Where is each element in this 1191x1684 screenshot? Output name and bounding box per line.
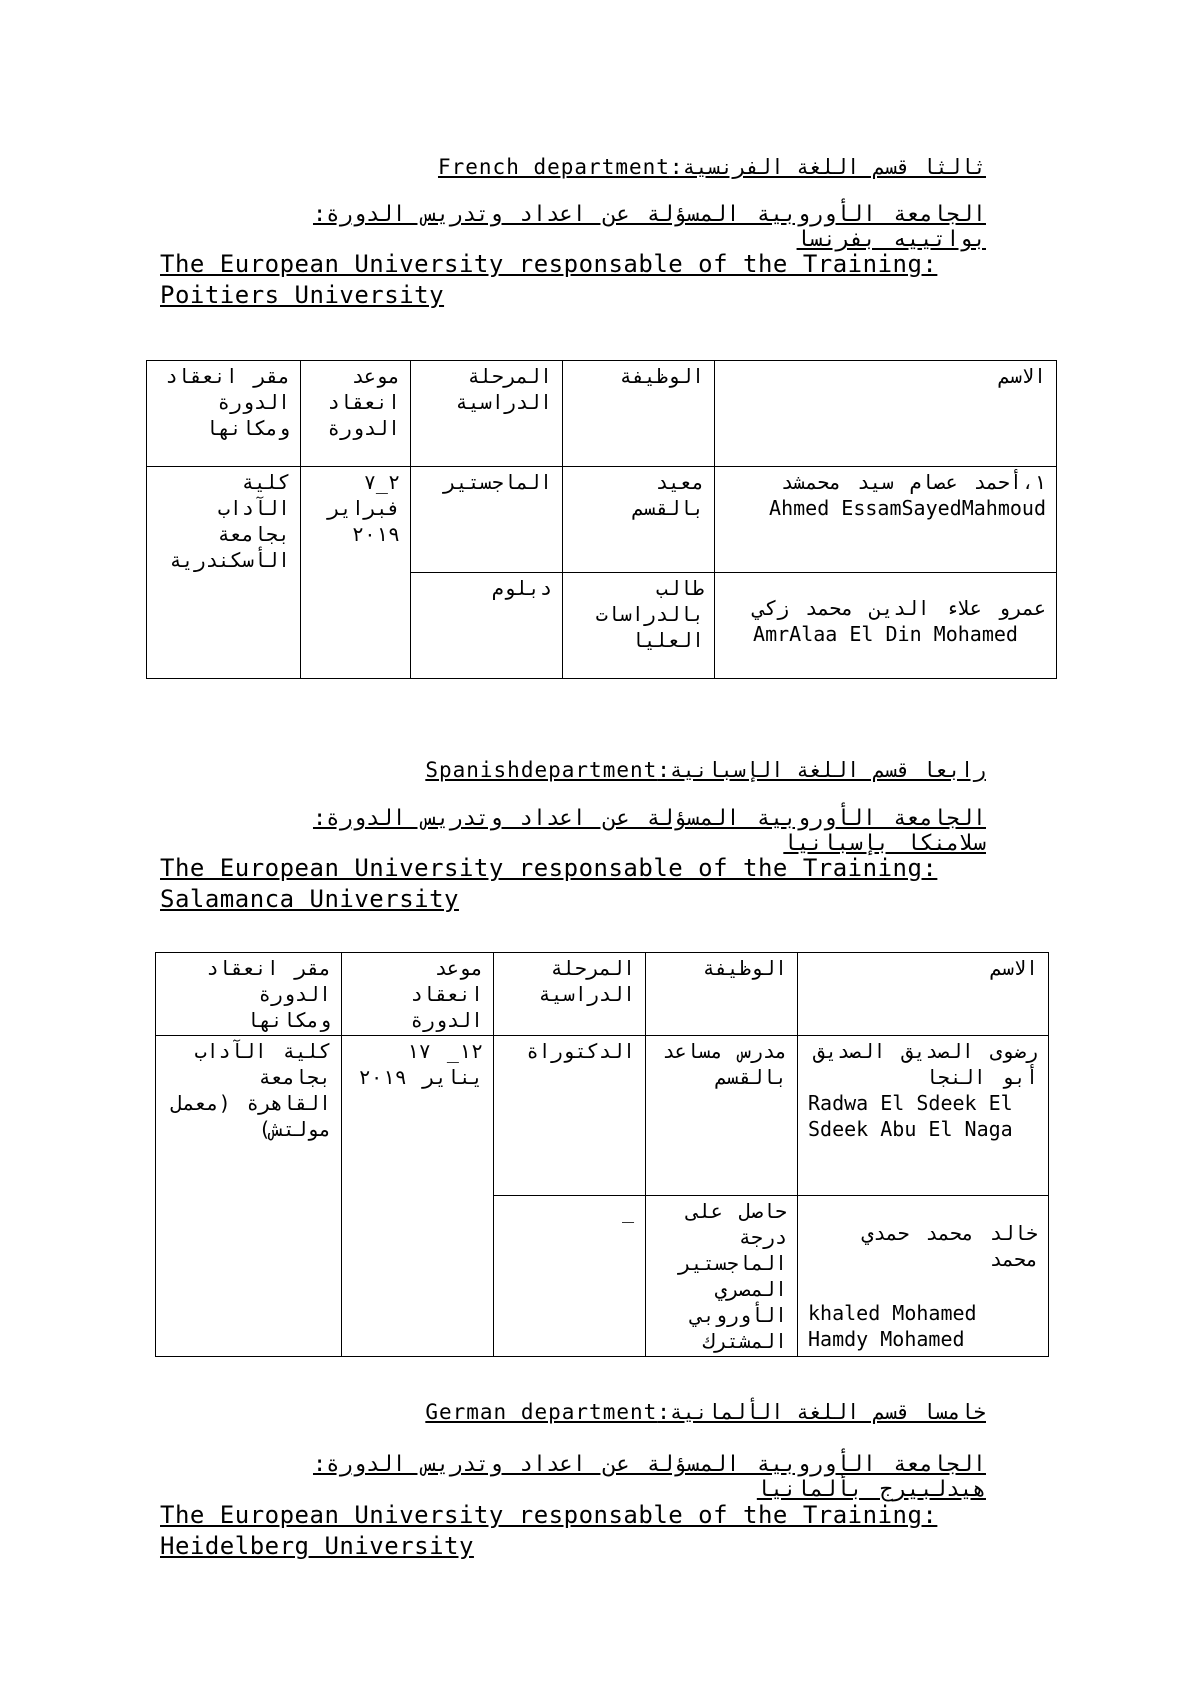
name-cell — [715, 573, 1057, 679]
french-university-en: The European University responsable of the Training: Poitiers University — [160, 250, 938, 309]
table-row — [156, 1036, 1049, 1196]
name-cell — [798, 1196, 1049, 1357]
name-ar: عمرو علاء الدين محمد زكي — [753, 596, 1046, 620]
name-en: khaled Mohamed Hamdy Mohamed — [808, 1301, 977, 1351]
german-university-ar: الجامعة الأوروبية المسؤلة عن اعداد وتدريس الدورة: هيدلبيرج بألمانيا — [312, 1452, 986, 1502]
name-ar: خالد محمد حمدي محمد — [861, 1221, 1038, 1271]
header-stage: المرحلة الدراسية — [494, 953, 646, 1036]
venue-cell: كلية الآداب بجامعة الأسكندرية — [147, 467, 301, 679]
job-cell: طالب بالدراسات العليا — [563, 573, 715, 679]
header-job: الوظيفة — [646, 953, 798, 1036]
spanish-heading-ar: رابعا قسم اللغة الإسبانية: — [657, 758, 986, 782]
header-job: الوظيفة — [563, 361, 715, 467]
name-en: Radwa El Sdeek El Sdeek Abu El Naga — [808, 1091, 1013, 1141]
header-name: الاسم — [798, 953, 1049, 1036]
stage-cell: دبلوم — [411, 573, 563, 679]
header-venue: مقر انعقاد الدورة ومكانها — [147, 361, 301, 467]
header-date: موعد انعقاد الدورة — [301, 361, 411, 467]
table-row — [147, 467, 1057, 573]
date-cell: ٢_٧ فبراير ٢٠١٩ — [301, 467, 411, 679]
french-university-ar: الجامعة الأوروبية المسؤلة عن اعداد وتدريس الدورة: بواتييه بفرنسا — [312, 202, 986, 252]
french-heading-ar: ثالثا قسم اللغة الفرنسية: — [669, 155, 986, 179]
spanish-university-en: The European University responsable of the Training: Salamanca University — [160, 854, 938, 913]
stage-cell: الدكتوراة — [494, 1036, 646, 1196]
spanish-course-table — [155, 952, 1049, 1357]
german-heading-en: German department — [425, 1400, 658, 1424]
french-heading-en: French department — [437, 155, 670, 179]
spanish-university-ar: الجامعة الأوروبية المسؤلة عن اعداد وتدريس الدورة: سلامنكا بإسبانيا — [312, 806, 986, 856]
german-section-heading — [425, 1400, 986, 1424]
stage-cell: _ — [494, 1196, 646, 1357]
job-cell: معيد بالقسم — [563, 467, 715, 573]
job-cell: حاصل على درجة الماجستير المصري الأوروبي المشترك — [646, 1196, 798, 1357]
name-en: Ahmed EssamSayedMahmoud — [769, 496, 1046, 520]
stage-cell: الماجستير — [411, 467, 563, 573]
table-header-row — [156, 953, 1049, 1036]
venue-cell: كلية الآداب بجامعة القاهرة (معمل مولتش) — [156, 1036, 342, 1357]
german-university-en: The European University responsable of the Training: Heidelberg University — [160, 1501, 938, 1560]
name-ar: رضوى الصديق الصديق أبو النجا — [813, 1039, 1038, 1089]
header-name: الاسم — [715, 361, 1057, 467]
german-heading-ar: خامسا قسم اللغة الألمانية: — [657, 1400, 986, 1424]
table-header-row — [147, 361, 1057, 467]
name-cell — [798, 1036, 1049, 1196]
french-course-table — [146, 360, 1057, 679]
french-section-heading — [438, 155, 986, 179]
header-venue: مقر انعقاد الدورة ومكانها — [156, 953, 342, 1036]
spanish-section-heading — [425, 758, 986, 782]
job-cell: مدرس مساعد بالقسم — [646, 1036, 798, 1196]
name-ar: ١،أحمد عصام سيد محمشد — [781, 470, 1046, 494]
spanish-heading-en: Spanishdepartment — [425, 758, 658, 782]
name-cell — [715, 467, 1057, 573]
header-stage: المرحلة الدراسية — [411, 361, 563, 467]
header-date: موعد انعقاد الدورة — [342, 953, 494, 1036]
name-en: AmrAlaa El Din Mohamed — [753, 622, 1018, 646]
date-cell: ١٢_ ١٧ يناير ٢٠١٩ — [342, 1036, 494, 1357]
